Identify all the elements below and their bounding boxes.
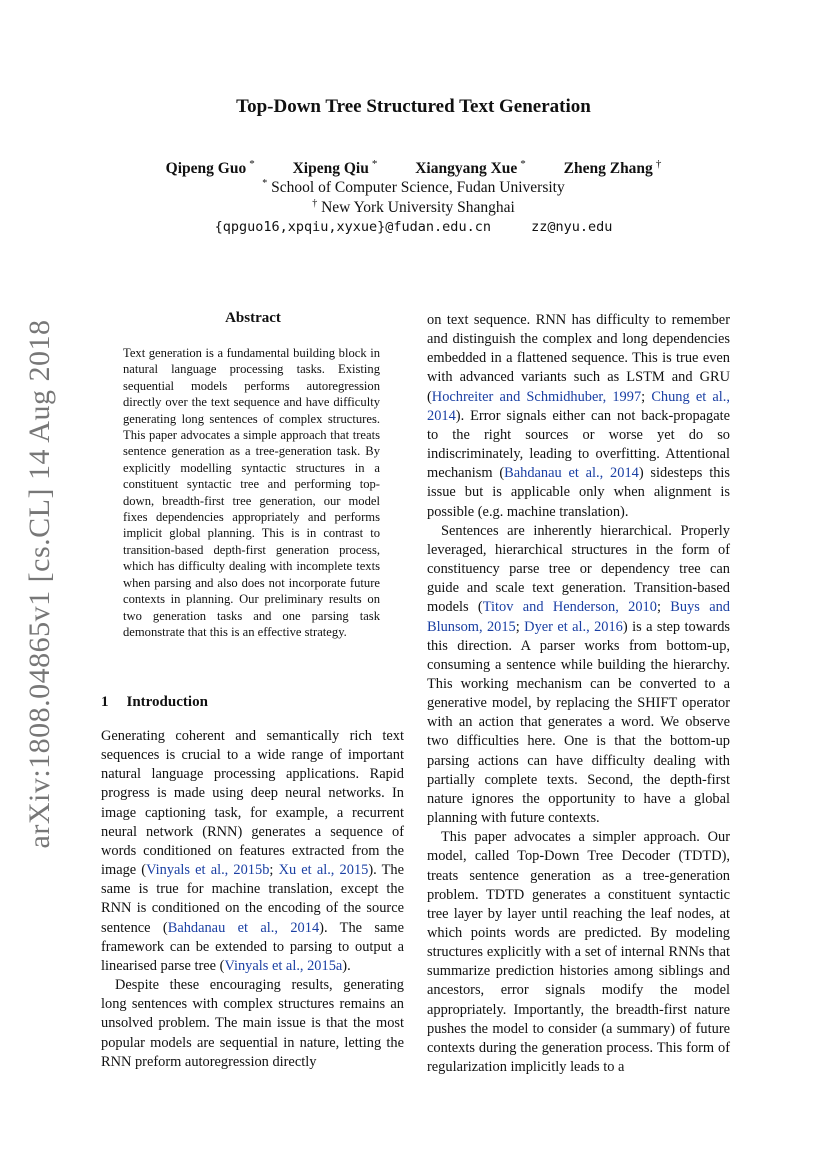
author: Zheng Zhang † [563,158,662,177]
citation-link[interactable]: Chung et al., 2014 [427,388,730,424]
citation-link[interactable]: Bahdanau et al., 2014 [167,919,320,936]
citation-link[interactable]: Buys and Blunsom, 2015 [427,599,730,635]
citation-link[interactable]: Titov and Henderson, 2010 [482,599,657,616]
affiliation: * School of Computer Science, Fudan University [262,178,565,197]
author: Xiangyang Xue * [415,158,526,177]
abstract-heading: Abstract [225,310,281,326]
abstract-body: Text generation is a fundamental building block in natural language processing tasks. Existing sequential models performs autoregression directly over the text sequence and have difficulty generating long sentences of complex structures. This paper advocates a simple approach that treats sentence generation as a tree-generation task. By explicitly modelling syntactic structures in a constituent syntactic tree and performing top-down, breadth-first tree generation, our model fixes dependencies appropriately and performs implicit global planning. This is in contrast to transition-based depth-first generation process, which has difficulty dealing with incomplete texts when parsing and also does not incorporate future contexts in planning. Our preliminary results on two generation tasks and one parsing task demonstrate that this is an effective strategy. [123,346,380,639]
paragraph: Generating coherent and semantically rich text sequences is crucial to a wide range of important natural language processing applications. Rapid progress is made using deep neural networks. In image captioning task, for example, a recurrent neural network (RNN) generates a sequence of words conditioned on features extracted from the image (Vinyals et al., 2015b; Xu et al., 2015). The same is true for machine translation, except the RNN is conditioned on the encoding of the source sentence (Bahdanau et al., 2014). The same framework can be extended to parsing to output a linearised parse tree (Vinyals et al., 2015a). [101,728,404,974]
author: Qipeng Guo * [165,158,255,177]
author-list [0,158,827,178]
citation-link[interactable]: Hochreiter and Schmidhuber, 1997 [431,388,642,405]
left-column [101,727,404,1072]
right-column [427,311,730,1077]
citation-link[interactable]: Vinyals et al., 2015b [146,862,270,879]
email-line [0,219,827,235]
citation-link[interactable]: Xu et al., 2015 [278,862,369,879]
citation-link[interactable]: Bahdanau et al., 2014 [504,465,639,482]
author: Xipeng Qiu * [292,158,378,177]
citation-link[interactable]: Dyer et al., 2016 [524,618,623,635]
citation-link[interactable]: Vinyals et al., 2015a [224,957,343,974]
section-heading: 1 Introduction [101,694,208,710]
arxiv-identifier: arXiv:1808.04865v1 [cs.CL] 14 Aug 2018 [23,319,56,849]
affiliation: † New York University Shanghai [312,198,515,217]
paragraph: Sentences are inherently hierarchical. Properly leveraged, hierarchical structures in the form of constituency parse tree or dependency tree can guide and scale text generation. Transition-based models (Titov and Henderson, 2010; Buys and Blunsom, 2015; Dyer et al., 2016) is a step towards this direction. A parser works from bottom-up, consuming a sentence while building the hierarchy. This working mechanism can be converted to a generative model, by replacing the SHIFT operator with an action that generates a word. We observe two difficulties here. One is that the bottom-up parsing actions can have difficulty dealing with partially complete texts. Second, the depth-first nature ignores the opportunity to have a global planning with future contexts. [427,522,731,827]
paragraph: This paper advocates a simpler approach. Our model, called Top-Down Tree Decoder (TDTD), treats sentence generation as a tree-generation problem. TDTD generates a constituent syntactic tree layer by layer until reaching the leaf nodes, at which points words are predicted. By modeling structures explicitly with a set of internal RNNs that summarize prediction histories among siblings and ancestors, error signals modify the model appropriately. Importantly, the breadth-first nature pushes the model to consider (a summary) of future contexts during the generation process. This form of regularization implicitly leads to a [427,829,730,1076]
email: zz@nyu.edu [531,219,613,235]
email: {qpguo16,xpqiu,xyxue}@fudan.edu.cn [214,219,491,235]
paper-title: Top-Down Tree Structured Text Generation [236,96,591,117]
paragraph: Despite these encouraging results, generating long sentences with complex structures remains an unsolved problem. The main issue is that the most popular models are sequential in nature, letting the RNN preform autoregression directly [101,977,404,1070]
paragraph: on text sequence. RNN has difficulty to remember and distinguish the complex and long dependencies embedded in a flattened sequence. This is true even with advanced variants such as LSTM and GRU (Hochreiter and Schmidhuber, 1997; Chung et al., 2014). Error signals either can not back-propagate to the right sources or worse yet do so indiscriminately, leading to overfitting. Attentional mechanism (Bahdanau et al., 2014) sidesteps this issue but is applicable only when alignment is possible (e.g. machine translation). [427,312,730,520]
